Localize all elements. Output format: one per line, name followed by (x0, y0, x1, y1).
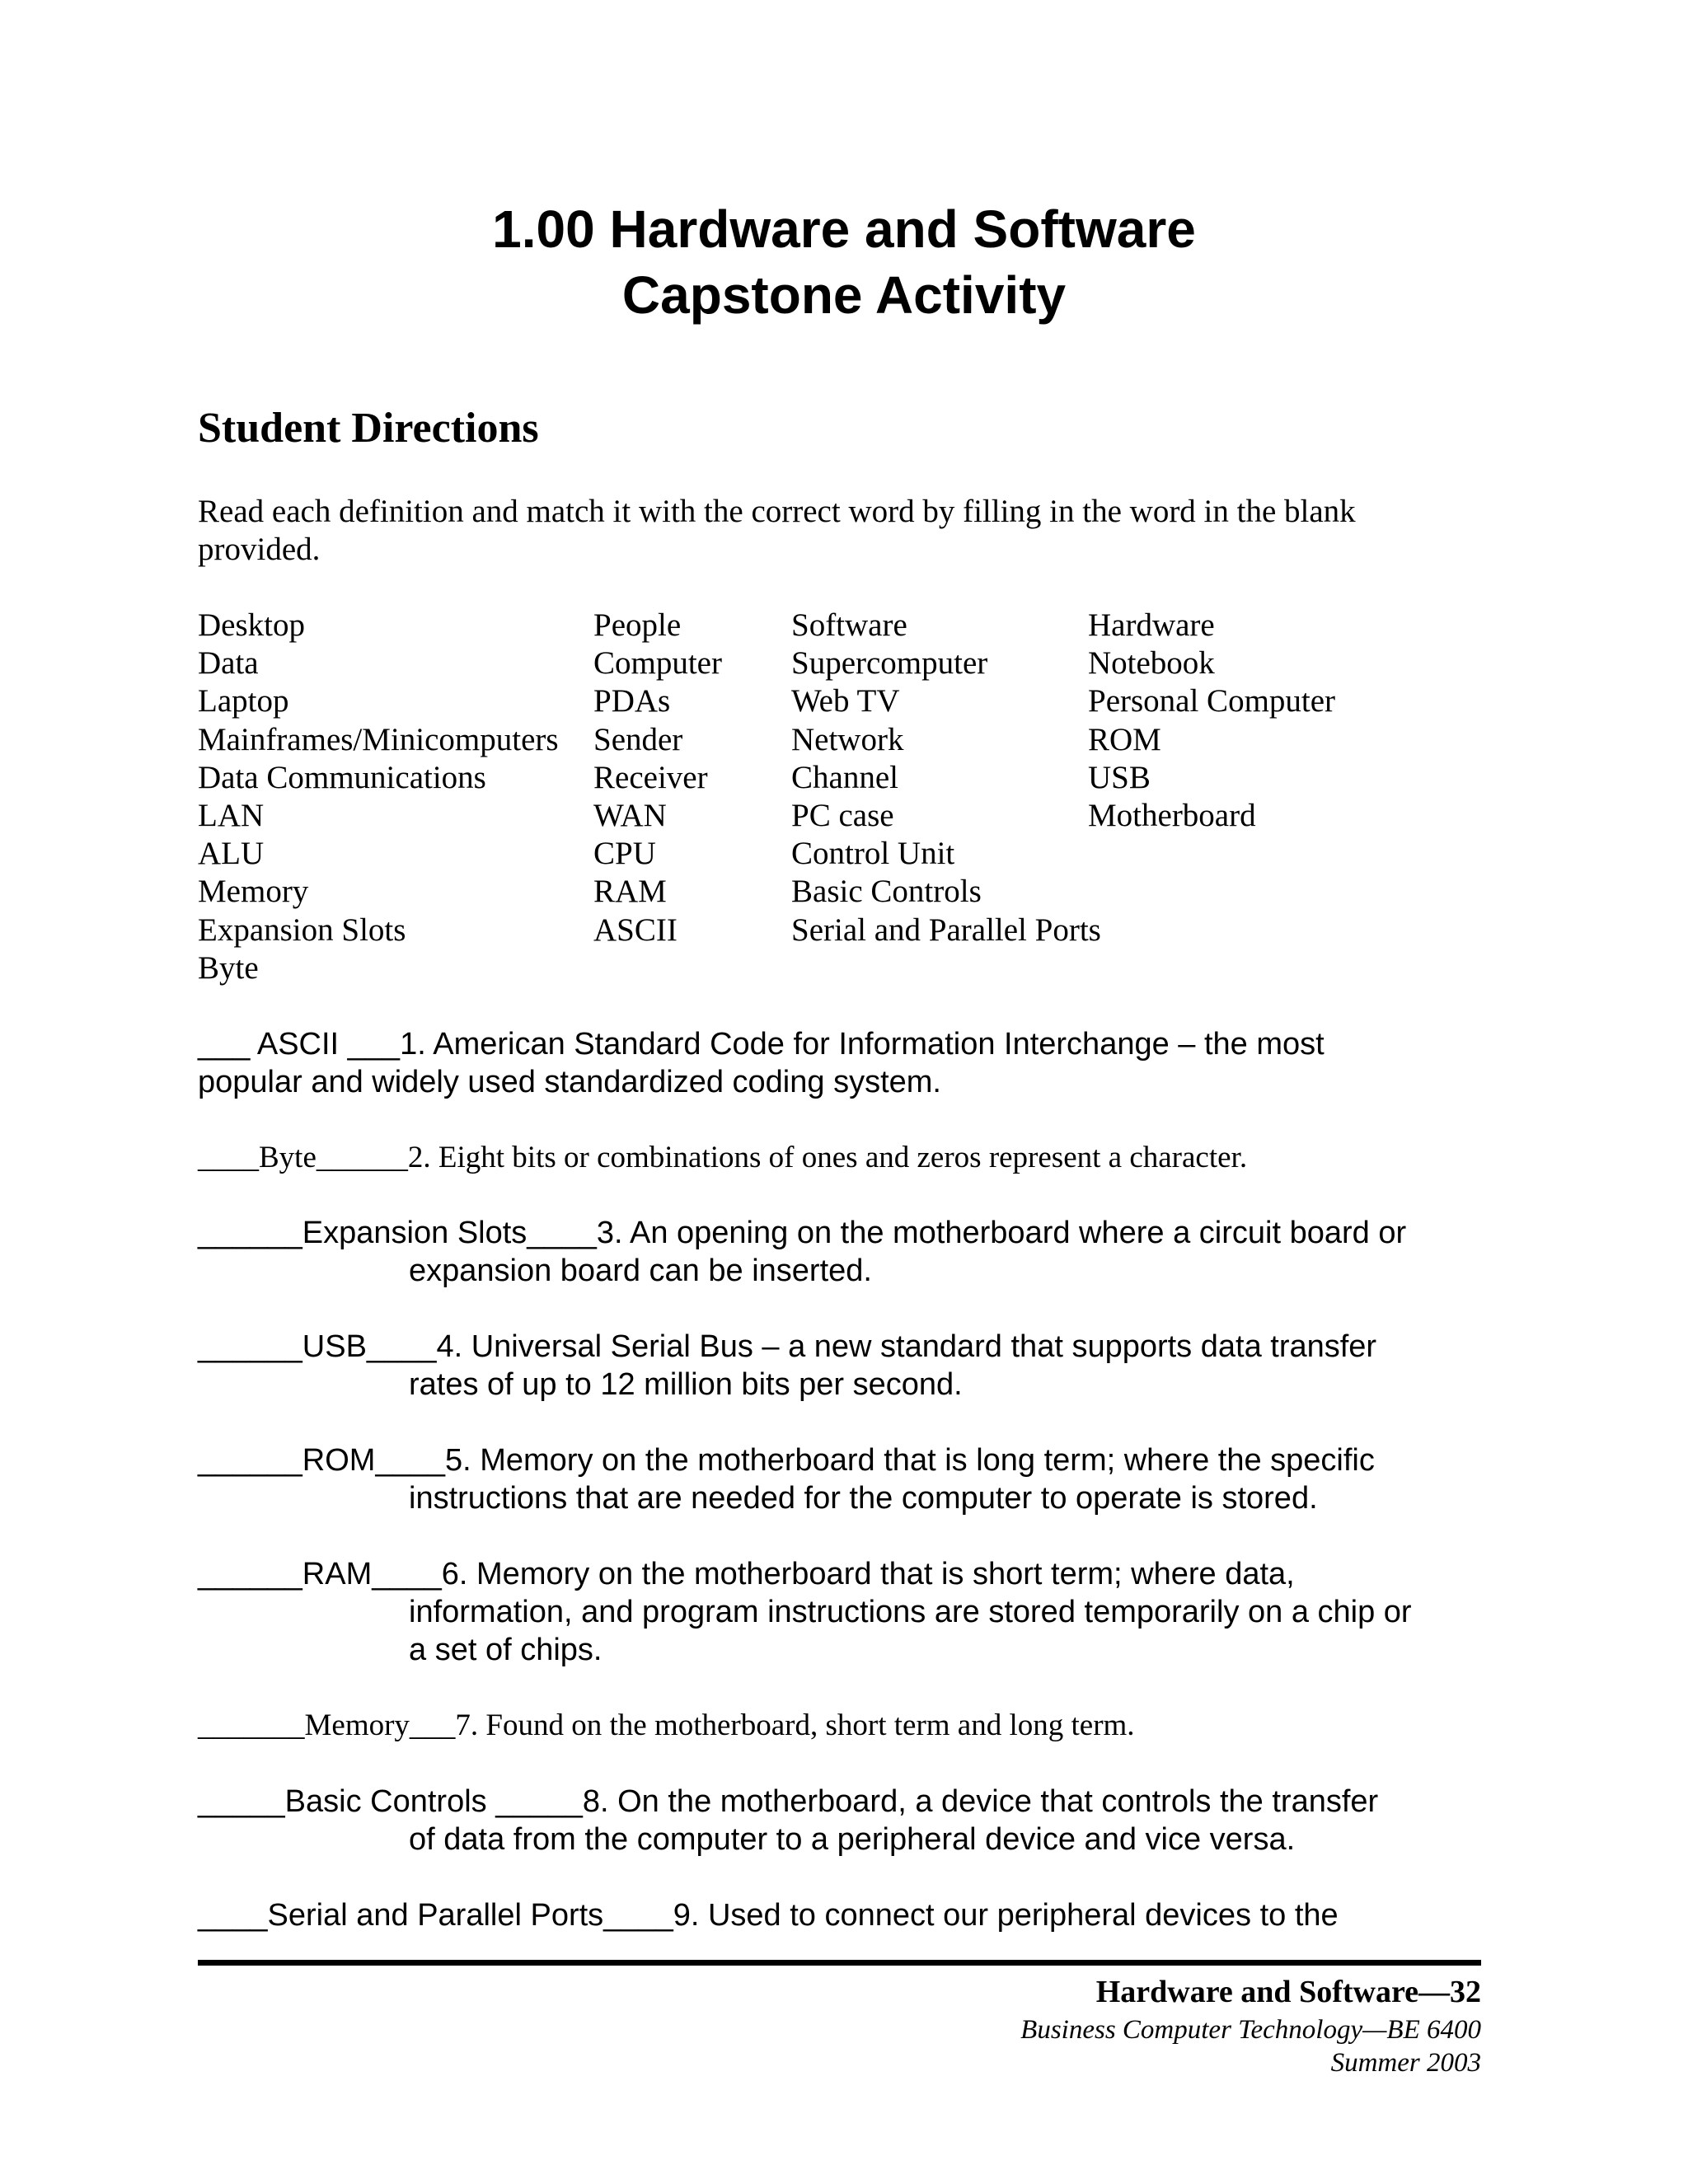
item-text: ____Byte______2. Eight bits or combinations of ones and zeros represent a character. (198, 1141, 1248, 1174)
word-bank-column-3 (791, 607, 1101, 949)
item-text: ____Serial and Parallel Ports____9. Used to connect our peripheral devices to the (198, 1898, 1339, 1933)
word-bank-term: Computer (593, 645, 722, 682)
item-text: _____Basic Controls _____8. On the motherboard, a device that controls the transfer (198, 1784, 1379, 1819)
item-text-continued: information, and program instructions are stored temporarily on a chip or (409, 1595, 1412, 1629)
matching-item-3 (198, 1214, 1492, 1290)
footer-course: Business Computer Technology—BE 6400 (1020, 2015, 1481, 2045)
word-bank-term: Serial and Parallel Ports (791, 912, 1101, 948)
word-bank-term: Data (198, 645, 259, 682)
item-text-continued: a set of chips. (409, 1633, 603, 1667)
matching-item-9 (198, 1896, 1492, 1934)
word-bank-term: ALU (198, 836, 265, 872)
word-bank-term: Supercomputer (791, 645, 988, 682)
item-text: ___ ASCII ___1. American Standard Code for Information Interchange – the most (198, 1027, 1325, 1062)
word-bank-term: Expansion Slots (198, 912, 406, 948)
word-bank-column-4 (1088, 607, 1335, 835)
word-bank-term: Network (791, 721, 904, 757)
word-bank-term: Sender (593, 721, 683, 757)
item-text-continued: popular and widely used standardized coding system. (198, 1065, 941, 1099)
word-bank-term: ROM (1088, 721, 1161, 757)
item-text: ______Expansion Slots____3. An opening on the motherboard where a circuit board or (198, 1216, 1407, 1250)
word-bank-term: Laptop (198, 683, 289, 719)
word-bank-term: Motherboard (1088, 798, 1256, 834)
word-bank-term: Data Communications (198, 759, 486, 795)
matching-item-2 (198, 1139, 1492, 1177)
word-bank-term: Personal Computer (1088, 683, 1336, 719)
word-bank-term: Mainframes/Minicomputers (198, 721, 559, 757)
matching-item-8 (198, 1783, 1492, 1858)
word-bank-term: WAN (593, 798, 667, 834)
word-bank-column-1 (198, 607, 559, 987)
matching-item-1 (198, 1025, 1492, 1101)
word-bank-term: USB (1088, 759, 1151, 795)
item-text: ______RAM____6. Memory on the motherboard that is short term; where data, (198, 1557, 1295, 1591)
footer-term: Summer 2003 (1330, 2048, 1481, 2078)
matching-item-6 (198, 1555, 1492, 1669)
item-text-continued: instructions that are needed for the computer to operate is stored. (409, 1481, 1318, 1516)
item-text-continued: rates of up to 12 million bits per second. (409, 1367, 963, 1402)
word-bank-term: ASCII (593, 912, 678, 948)
matching-item-7 (198, 1707, 1492, 1745)
word-bank-term: Basic Controls (791, 874, 982, 910)
word-bank-term: PDAs (593, 683, 671, 719)
word-bank-term: People (593, 607, 682, 643)
page-title-line-2: Capstone Activity (621, 265, 1067, 325)
word-bank-term: Web TV (791, 683, 900, 719)
item-text: ______ROM____5. Memory on the motherboard that is long term; where the specific (198, 1443, 1375, 1478)
item-text-continued: of data from the computer to a peripheral device and vice versa. (409, 1822, 1296, 1857)
section-heading: Student Directions (198, 405, 539, 452)
item-text: _______Memory___7. Found on the motherboard, short term and long term. (198, 1708, 1135, 1742)
word-bank-term: RAM (593, 874, 667, 910)
page-title-line-1: 1.00 Hardware and Software (492, 199, 1196, 259)
matching-item-4 (198, 1328, 1492, 1404)
word-bank-term: Hardware (1088, 607, 1215, 643)
word-bank-term: Byte (198, 949, 259, 986)
item-text-continued: expansion board can be inserted. (409, 1254, 872, 1288)
word-bank-term: Control Unit (791, 836, 955, 872)
footer-page-label: Hardware and Software—32 (1095, 1975, 1481, 2009)
word-bank-term: Channel (791, 759, 898, 795)
word-bank-term: Software (791, 607, 907, 643)
word-bank-term: Memory (198, 874, 309, 910)
footer-divider (198, 1960, 1481, 1966)
word-bank-term: PC case (791, 798, 894, 834)
word-bank-term: CPU (593, 836, 656, 872)
word-bank-term: LAN (198, 798, 265, 834)
word-bank-term: Notebook (1088, 645, 1215, 682)
directions-text: Read each definition and match it with the correct word by filling in the word in the blank provided. (198, 494, 1356, 567)
word-bank-column-2 (593, 607, 722, 949)
item-text: ______USB____4. Universal Serial Bus – a new standard that supports data transfer (198, 1329, 1377, 1364)
matching-item-5 (198, 1441, 1492, 1517)
word-bank-term: Desktop (198, 607, 305, 643)
word-bank-term: Receiver (593, 759, 708, 795)
